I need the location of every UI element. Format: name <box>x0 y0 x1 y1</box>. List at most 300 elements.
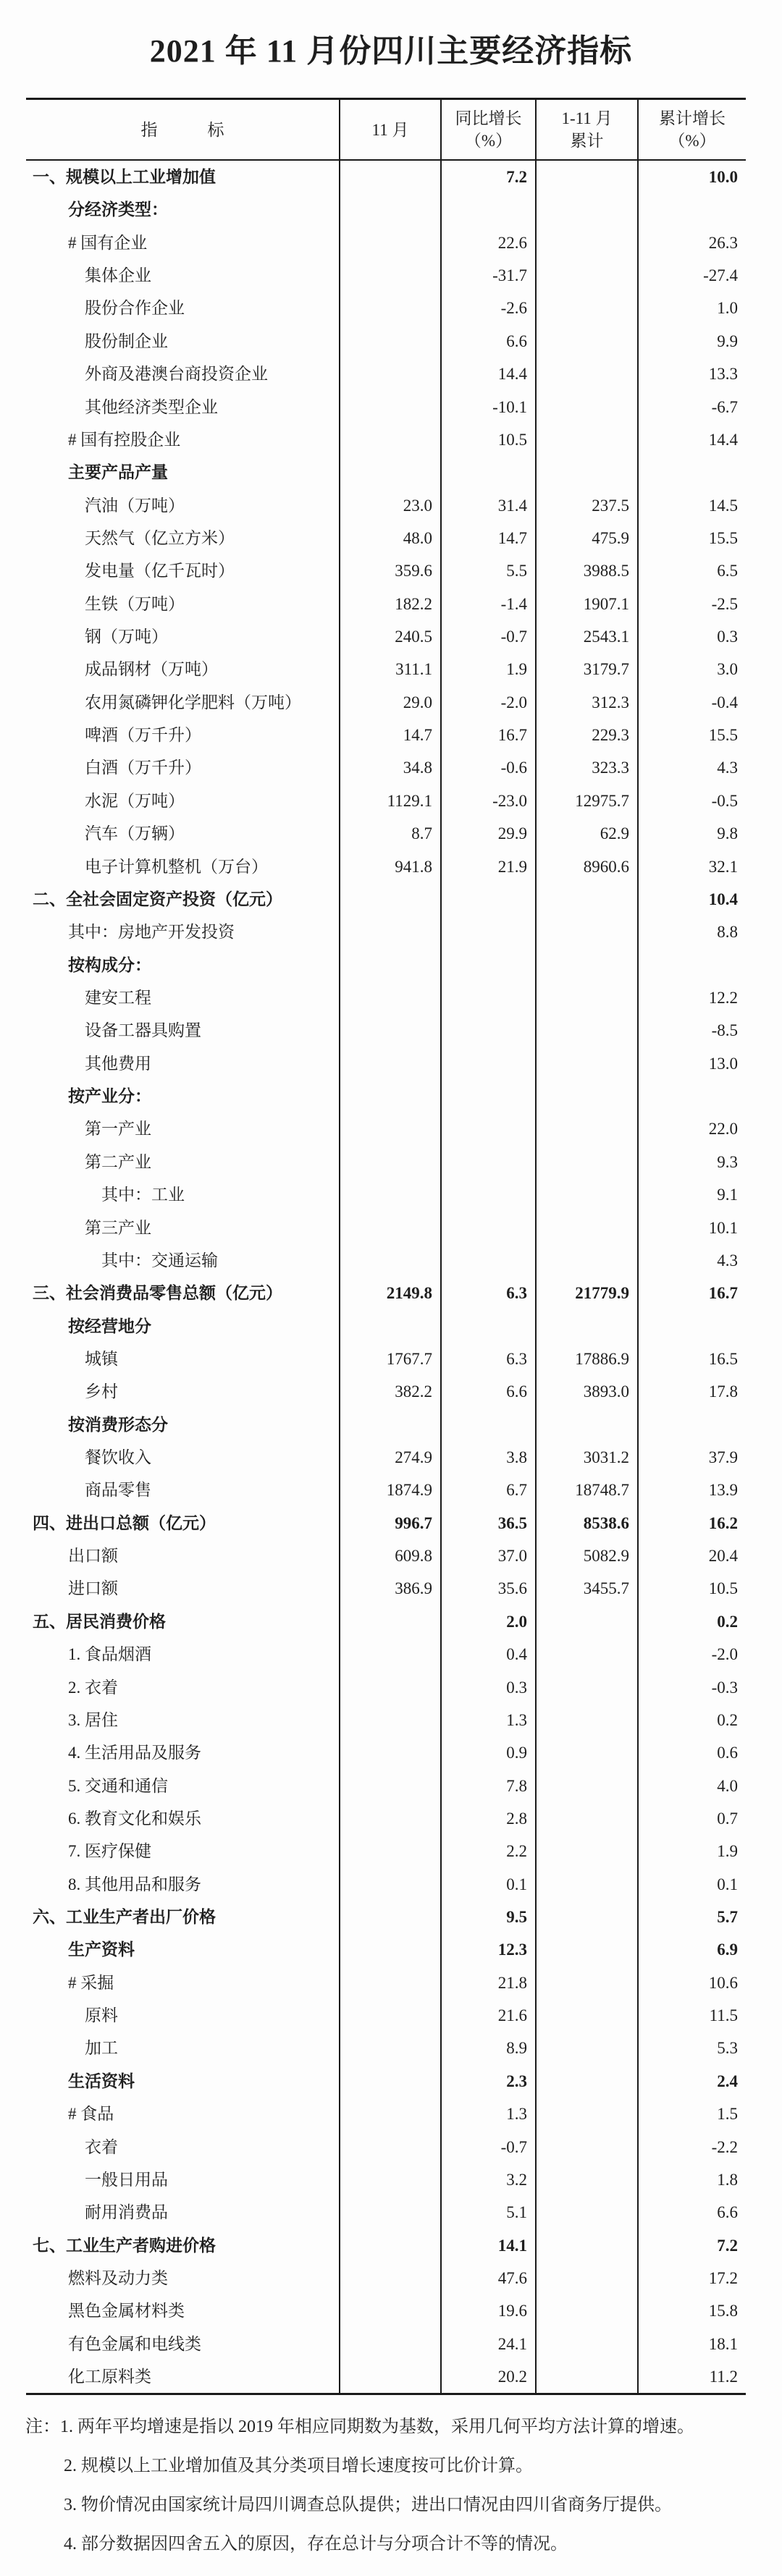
table-row <box>26 1310 746 1343</box>
value-yoy-growth <box>442 1014 537 1047</box>
indicator-label: 按经营地分 <box>26 1310 340 1343</box>
value-jan-nov-total: 475.9 <box>537 522 639 554</box>
value-november <box>340 161 442 193</box>
value-november <box>340 456 442 489</box>
indicator-label: 白酒（万千升） <box>26 751 340 784</box>
table-row <box>26 883 746 916</box>
indicator-label: 股份合作企业 <box>26 292 340 324</box>
value-november <box>340 292 442 324</box>
table-row <box>26 1474 746 1506</box>
value-november <box>340 1835 442 1867</box>
table-row <box>26 1802 746 1835</box>
indicator-label: 原料 <box>26 1999 340 2032</box>
value-yoy-growth: -23.0 <box>442 785 537 817</box>
value-yoy-growth: 1.3 <box>442 1704 537 1736</box>
indicator-label: 第一产业 <box>26 1112 340 1145</box>
value-cumulative-growth: 17.2 <box>708 2269 738 2287</box>
value-cumulative-growth: -6.7 <box>711 397 738 416</box>
value-jan-nov-total <box>537 1671 639 1704</box>
value-jan-nov-total <box>537 1605 639 1638</box>
value-cumulative-growth: 6.6 <box>717 2203 738 2222</box>
table-row <box>26 2196 746 2229</box>
value-cumulative-growth: -2.0 <box>711 1645 738 1664</box>
value-november <box>340 916 442 948</box>
value-cumulative-growth: 26.3 <box>708 233 738 252</box>
value-cumulative-growth <box>639 949 746 981</box>
header-cell-jan-nov-total <box>537 100 639 159</box>
table-row <box>26 1212 746 1244</box>
value-november <box>340 2328 442 2360</box>
indicator-label: 按产业分： <box>26 1080 340 1112</box>
value-november <box>340 1310 442 1343</box>
value-cumulative-growth: -2.2 <box>711 2137 738 2156</box>
table-row <box>26 1999 746 2032</box>
table-row <box>26 1572 746 1605</box>
indicator-label: 衣着 <box>26 2131 340 2163</box>
value-cumulative-growth: 20.4 <box>708 1547 738 1566</box>
indicator-label: 加工 <box>26 2032 340 2064</box>
value-yoy-growth: 47.6 <box>442 2262 537 2294</box>
table-row <box>26 2098 746 2130</box>
indicator-label: 有色金属和电线类 <box>26 2328 340 2360</box>
table-row <box>26 1967 746 1999</box>
value-november <box>340 2294 442 2327</box>
header-total-line2: 累计 <box>570 132 604 150</box>
table-row <box>26 1047 746 1080</box>
header-cell-november <box>340 100 442 159</box>
value-jan-nov-total <box>537 2065 639 2098</box>
header-cell-yoy-growth <box>442 100 537 159</box>
table-row <box>26 686 746 719</box>
value-november <box>340 423 442 456</box>
value-jan-nov-total <box>537 1212 639 1244</box>
table-row <box>26 1112 746 1145</box>
value-november <box>340 2360 442 2393</box>
value-cumulative-growth: 0.2 <box>717 1710 738 1729</box>
indicator-label: 第二产业 <box>26 1146 340 1178</box>
value-november: 8.7 <box>340 817 442 850</box>
value-cumulative-growth <box>639 1409 746 1441</box>
value-yoy-growth: 10.5 <box>442 423 537 456</box>
value-cumulative-growth: 11.5 <box>709 2006 738 2025</box>
table-row <box>26 1343 746 1375</box>
indicator-label: 建安工程 <box>26 981 340 1014</box>
indicator-label: 耐用消费品 <box>26 2196 340 2229</box>
value-cumulative-growth <box>639 1310 746 1343</box>
value-cumulative-growth: 14.5 <box>708 496 738 515</box>
table-row <box>26 1671 746 1704</box>
table-row <box>26 1441 746 1474</box>
header-total-line1: 1-11 月 <box>561 109 613 127</box>
value-november <box>340 1638 442 1671</box>
indicator-label: 其中：工业 <box>26 1178 340 1211</box>
value-jan-nov-total <box>537 1178 639 1211</box>
value-yoy-growth: -0.7 <box>442 620 537 653</box>
value-november <box>340 193 442 226</box>
table-row <box>26 981 746 1014</box>
table-row <box>26 259 746 292</box>
value-yoy-growth <box>442 1047 537 1080</box>
indicator-label: 成品钢材（万吨） <box>26 653 340 685</box>
value-november <box>340 1770 442 1802</box>
value-november <box>340 1933 442 1966</box>
value-yoy-growth <box>442 883 537 916</box>
indicator-label: 7. 医疗保健 <box>26 1835 340 1867</box>
table-row <box>26 620 746 653</box>
value-november <box>340 259 442 292</box>
value-cumulative-growth: 0.7 <box>717 1809 738 1828</box>
value-jan-nov-total <box>537 1638 639 1671</box>
note-line-1: 注：1. 两年平均增速是指以 2019 年相应同期数为基数，采用几何平均方法计算的增速。 <box>25 2417 694 2436</box>
value-november <box>340 2032 442 2064</box>
value-jan-nov-total <box>537 1802 639 1835</box>
header-yoy-line1: 同比增长 <box>455 109 522 127</box>
value-jan-nov-total <box>537 916 639 948</box>
indicator-label: 4. 生活用品及服务 <box>26 1736 340 1769</box>
value-jan-nov-total <box>537 2294 639 2327</box>
indicator-label: 其中：房地产开发投资 <box>26 916 340 948</box>
indicator-label: 股份制企业 <box>26 325 340 358</box>
value-cumulative-growth: 1.9 <box>717 1842 738 1861</box>
indicator-label: 商品零售 <box>26 1474 340 1506</box>
value-november <box>340 2065 442 2098</box>
value-jan-nov-total <box>537 358 639 390</box>
value-cumulative-growth: 1.5 <box>717 2105 738 2124</box>
value-cumulative-growth: 16.2 <box>708 1513 738 1532</box>
indicator-label: # 食品 <box>26 2098 340 2130</box>
value-yoy-growth <box>442 1409 537 1441</box>
value-jan-nov-total <box>537 2328 639 2360</box>
value-cumulative-growth: 15.5 <box>708 726 738 745</box>
value-yoy-growth: 6.3 <box>442 1277 537 1309</box>
value-jan-nov-total <box>537 292 639 324</box>
value-cumulative-growth: -0.5 <box>711 791 738 810</box>
value-yoy-growth: 37.0 <box>442 1540 537 1572</box>
value-jan-nov-total: 323.3 <box>537 751 639 784</box>
indicator-label: 农用氮磷钾化学肥料（万吨） <box>26 686 340 719</box>
table-row <box>26 1704 746 1736</box>
table-row <box>26 751 746 784</box>
value-cumulative-growth: 10.0 <box>708 168 738 186</box>
indicator-label: # 采掘 <box>26 1967 340 1999</box>
table-row <box>26 2360 746 2393</box>
value-yoy-growth <box>442 193 537 226</box>
value-november: 48.0 <box>340 522 442 554</box>
value-yoy-growth: 0.9 <box>442 1736 537 1769</box>
value-cumulative-growth: 11.2 <box>709 2368 738 2386</box>
value-cumulative-growth: 16.7 <box>708 1284 738 1303</box>
indicator-label: 啤酒（万千升） <box>26 719 340 751</box>
value-jan-nov-total <box>537 1770 639 1802</box>
indicators-table <box>26 98 746 2395</box>
value-jan-nov-total: 8538.6 <box>537 1507 639 1540</box>
value-yoy-growth: 6.6 <box>442 1375 537 1408</box>
table-row <box>26 489 746 522</box>
indicator-label: 七、工业生产者购进价格 <box>26 2229 340 2262</box>
value-yoy-growth: 6.6 <box>442 325 537 358</box>
value-yoy-growth: 7.2 <box>442 161 537 193</box>
value-yoy-growth <box>442 1112 537 1145</box>
table-row <box>26 2328 746 2360</box>
value-november <box>340 2098 442 2130</box>
value-cumulative-growth: 32.1 <box>708 857 738 876</box>
value-jan-nov-total <box>537 981 639 1014</box>
value-yoy-growth: -10.1 <box>442 391 537 423</box>
table-body <box>26 161 746 2393</box>
value-yoy-growth <box>442 456 537 489</box>
value-cumulative-growth: 1.8 <box>717 2170 738 2189</box>
value-yoy-growth <box>442 981 537 1014</box>
value-yoy-growth: 31.4 <box>442 489 537 522</box>
value-cumulative-growth <box>639 456 746 489</box>
value-yoy-growth: 3.2 <box>442 2163 537 2196</box>
indicator-label: 分经济类型： <box>26 193 340 226</box>
indicator-label: 出口额 <box>26 1540 340 1572</box>
value-november <box>340 1080 442 1112</box>
value-cumulative-growth: 4.3 <box>717 759 738 777</box>
value-cumulative-growth: 5.3 <box>717 2039 738 2058</box>
value-november <box>340 1047 442 1080</box>
value-cumulative-growth: 2.4 <box>717 2072 738 2090</box>
value-cumulative-growth: -8.5 <box>711 1021 738 1040</box>
indicator-label: 电子计算机整机（万台） <box>26 850 340 883</box>
value-jan-nov-total <box>537 325 639 358</box>
value-jan-nov-total <box>537 2131 639 2163</box>
value-cumulative-growth: 12.2 <box>708 988 738 1007</box>
value-jan-nov-total <box>537 259 639 292</box>
value-jan-nov-total: 3893.0 <box>537 1375 639 1408</box>
indicator-label: 2. 衣着 <box>26 1671 340 1704</box>
value-cumulative-growth: 0.1 <box>717 1875 738 1893</box>
value-cumulative-growth <box>639 1080 746 1112</box>
value-november: 182.2 <box>340 588 442 620</box>
value-jan-nov-total <box>537 1409 639 1441</box>
value-november <box>340 2262 442 2294</box>
indicator-label: 生活资料 <box>26 2065 340 2098</box>
table-row <box>26 358 746 390</box>
indicator-label: 3. 居住 <box>26 1704 340 1736</box>
table-row <box>26 1375 746 1408</box>
table-row <box>26 2032 746 2064</box>
value-jan-nov-total <box>537 2360 639 2393</box>
table-row <box>26 1933 746 1966</box>
page-title: 2021 年 11 月份四川主要经济指标 <box>149 33 633 69</box>
indicator-label: 水泥（万吨） <box>26 785 340 817</box>
value-jan-nov-total <box>537 193 639 226</box>
table-row <box>26 1770 746 1802</box>
indicator-label: 其中：交通运输 <box>26 1244 340 1277</box>
value-jan-nov-total <box>537 1047 639 1080</box>
table-row <box>26 391 746 423</box>
value-cumulative-growth: 13.3 <box>708 365 738 384</box>
value-november <box>340 883 442 916</box>
value-november <box>340 949 442 981</box>
indicator-label: 三、社会消费品零售总额（亿元） <box>26 1277 340 1309</box>
indicator-label: 天然气（亿立方米） <box>26 522 340 554</box>
value-yoy-growth <box>442 916 537 948</box>
note-line-3: 3. 物价情况由国家统计局四川调查总队提供；进出口情况由四川省商务厅提供。 <box>64 2496 672 2514</box>
table-row <box>26 1901 746 1933</box>
table-row <box>26 916 746 948</box>
table-row <box>26 522 746 554</box>
table-row <box>26 1638 746 1671</box>
value-yoy-growth: 6.7 <box>442 1474 537 1506</box>
indicator-label: 集体企业 <box>26 259 340 292</box>
table-row <box>26 1868 746 1901</box>
value-november <box>340 1802 442 1835</box>
value-jan-nov-total: 2543.1 <box>537 620 639 653</box>
value-yoy-growth: 8.9 <box>442 2032 537 2064</box>
value-jan-nov-total: 229.3 <box>537 719 639 751</box>
table-row <box>26 949 746 981</box>
table-row <box>26 1736 746 1769</box>
value-jan-nov-total <box>537 1868 639 1901</box>
table-row <box>26 2294 746 2327</box>
value-jan-nov-total <box>537 1112 639 1145</box>
table-row <box>26 193 746 226</box>
value-cumulative-growth: 7.2 <box>717 2236 738 2255</box>
value-yoy-growth: 1.3 <box>442 2098 537 2130</box>
value-november <box>340 1999 442 2032</box>
value-cumulative-growth: 0.6 <box>717 1744 738 1762</box>
value-yoy-growth: 21.9 <box>442 850 537 883</box>
value-yoy-growth: -31.7 <box>442 259 537 292</box>
value-november: 996.7 <box>340 1507 442 1540</box>
note-line-2: 2. 规模以上工业增加值及其分类项目增长速度按可比价计算。 <box>64 2457 533 2475</box>
value-yoy-growth: 14.4 <box>442 358 537 390</box>
value-cumulative-growth: 10.4 <box>708 890 738 908</box>
table-header <box>26 100 746 161</box>
value-november <box>340 1736 442 1769</box>
value-yoy-growth: 24.1 <box>442 2328 537 2360</box>
value-yoy-growth: -1.4 <box>442 588 537 620</box>
value-cumulative-growth: 1.0 <box>717 299 738 318</box>
value-november <box>340 1244 442 1277</box>
value-november <box>340 325 442 358</box>
value-cumulative-growth: 13.9 <box>708 1481 738 1500</box>
indicator-label: 发电量（亿千瓦时） <box>26 554 340 587</box>
value-november: 941.8 <box>340 850 442 883</box>
value-november <box>340 2196 442 2229</box>
value-jan-nov-total: 3455.7 <box>537 1572 639 1605</box>
value-november: 34.8 <box>340 751 442 784</box>
value-november <box>340 981 442 1014</box>
indicator-label: 钢（万吨） <box>26 620 340 653</box>
value-jan-nov-total: 21779.9 <box>537 1277 639 1309</box>
indicator-label: 一、规模以上工业增加值 <box>26 161 340 193</box>
value-cumulative-growth: 6.9 <box>717 1941 738 1959</box>
value-november <box>340 2229 442 2262</box>
value-cumulative-growth: -0.4 <box>711 693 738 711</box>
table-row <box>26 423 746 456</box>
value-yoy-growth: 36.5 <box>442 1507 537 1540</box>
value-cumulative-growth: 9.9 <box>717 331 738 350</box>
value-cumulative-growth: 9.8 <box>717 824 738 843</box>
indicator-label: 二、全社会固定资产投资（亿元） <box>26 883 340 916</box>
value-jan-nov-total <box>537 1835 639 1867</box>
value-november: 29.0 <box>340 686 442 719</box>
value-yoy-growth: 16.7 <box>442 719 537 751</box>
value-november <box>340 1901 442 1933</box>
value-jan-nov-total <box>537 1704 639 1736</box>
value-jan-nov-total: 12975.7 <box>537 785 639 817</box>
note-line-4: 4. 部分数据因四舍五入的原因，存在总计与分项合计不等的情况。 <box>64 2535 568 2554</box>
value-cumulative-growth: 16.5 <box>708 1349 738 1368</box>
table-row <box>26 2163 746 2196</box>
value-cumulative-growth: 37.9 <box>708 1448 738 1467</box>
value-jan-nov-total: 3031.2 <box>537 1441 639 1474</box>
table-row <box>26 1277 746 1309</box>
indicator-label: 乡村 <box>26 1375 340 1408</box>
value-november <box>340 2163 442 2196</box>
value-november <box>340 1671 442 1704</box>
header-cell-indicator <box>26 100 340 159</box>
value-cumulative-growth: -0.3 <box>711 1678 738 1697</box>
value-yoy-growth <box>442 1244 537 1277</box>
value-yoy-growth: 2.3 <box>442 2065 537 2098</box>
value-jan-nov-total <box>537 161 639 193</box>
value-jan-nov-total <box>537 456 639 489</box>
table-row <box>26 1014 746 1047</box>
value-jan-nov-total <box>537 1933 639 1966</box>
value-jan-nov-total <box>537 2229 639 2262</box>
value-jan-nov-total <box>537 227 639 259</box>
value-jan-nov-total <box>537 1967 639 1999</box>
value-november: 14.7 <box>340 719 442 751</box>
value-yoy-growth: 22.6 <box>442 227 537 259</box>
value-yoy-growth: -0.7 <box>442 2131 537 2163</box>
notes <box>25 2407 757 2564</box>
indicator-label: 按消费形态分 <box>26 1409 340 1441</box>
table-row <box>26 719 746 751</box>
value-november: 1874.9 <box>340 1474 442 1506</box>
value-november <box>340 1212 442 1244</box>
value-cumulative-growth: 15.8 <box>708 2302 738 2320</box>
value-yoy-growth: 14.7 <box>442 522 537 554</box>
indicator-label: 5. 交通和通信 <box>26 1770 340 1802</box>
indicator-label: 主要产品产量 <box>26 456 340 489</box>
value-yoy-growth: 35.6 <box>442 1572 537 1605</box>
table-row <box>26 292 746 324</box>
value-yoy-growth: 14.1 <box>442 2229 537 2262</box>
indicator-label: 其他费用 <box>26 1047 340 1080</box>
table-row <box>26 1507 746 1540</box>
value-cumulative-growth: -2.5 <box>711 594 738 613</box>
value-yoy-growth <box>442 1178 537 1211</box>
value-november: 386.9 <box>340 1572 442 1605</box>
indicator-label: 1. 食品烟酒 <box>26 1638 340 1671</box>
value-yoy-growth: 9.5 <box>442 1901 537 1933</box>
value-cumulative-growth: 0.3 <box>717 628 738 646</box>
value-cumulative-growth: 15.5 <box>708 528 738 547</box>
indicator-label: 进口额 <box>26 1572 340 1605</box>
indicator-label: 外商及港澳台商投资企业 <box>26 358 340 390</box>
value-yoy-growth: 19.6 <box>442 2294 537 2327</box>
value-yoy-growth: -0.6 <box>442 751 537 784</box>
value-november: 359.6 <box>340 554 442 587</box>
indicator-label: 化工原料类 <box>26 2360 340 2393</box>
indicator-label: 一般日用品 <box>26 2163 340 2196</box>
value-cumulative-growth: 3.0 <box>717 660 738 679</box>
indicator-label: 黑色金属材料类 <box>26 2294 340 2327</box>
value-jan-nov-total <box>537 1080 639 1112</box>
value-jan-nov-total <box>537 2098 639 2130</box>
table-row <box>26 817 746 850</box>
value-yoy-growth: 6.3 <box>442 1343 537 1375</box>
value-jan-nov-total <box>537 391 639 423</box>
table-row <box>26 1146 746 1178</box>
value-cumulative-growth <box>639 193 746 226</box>
